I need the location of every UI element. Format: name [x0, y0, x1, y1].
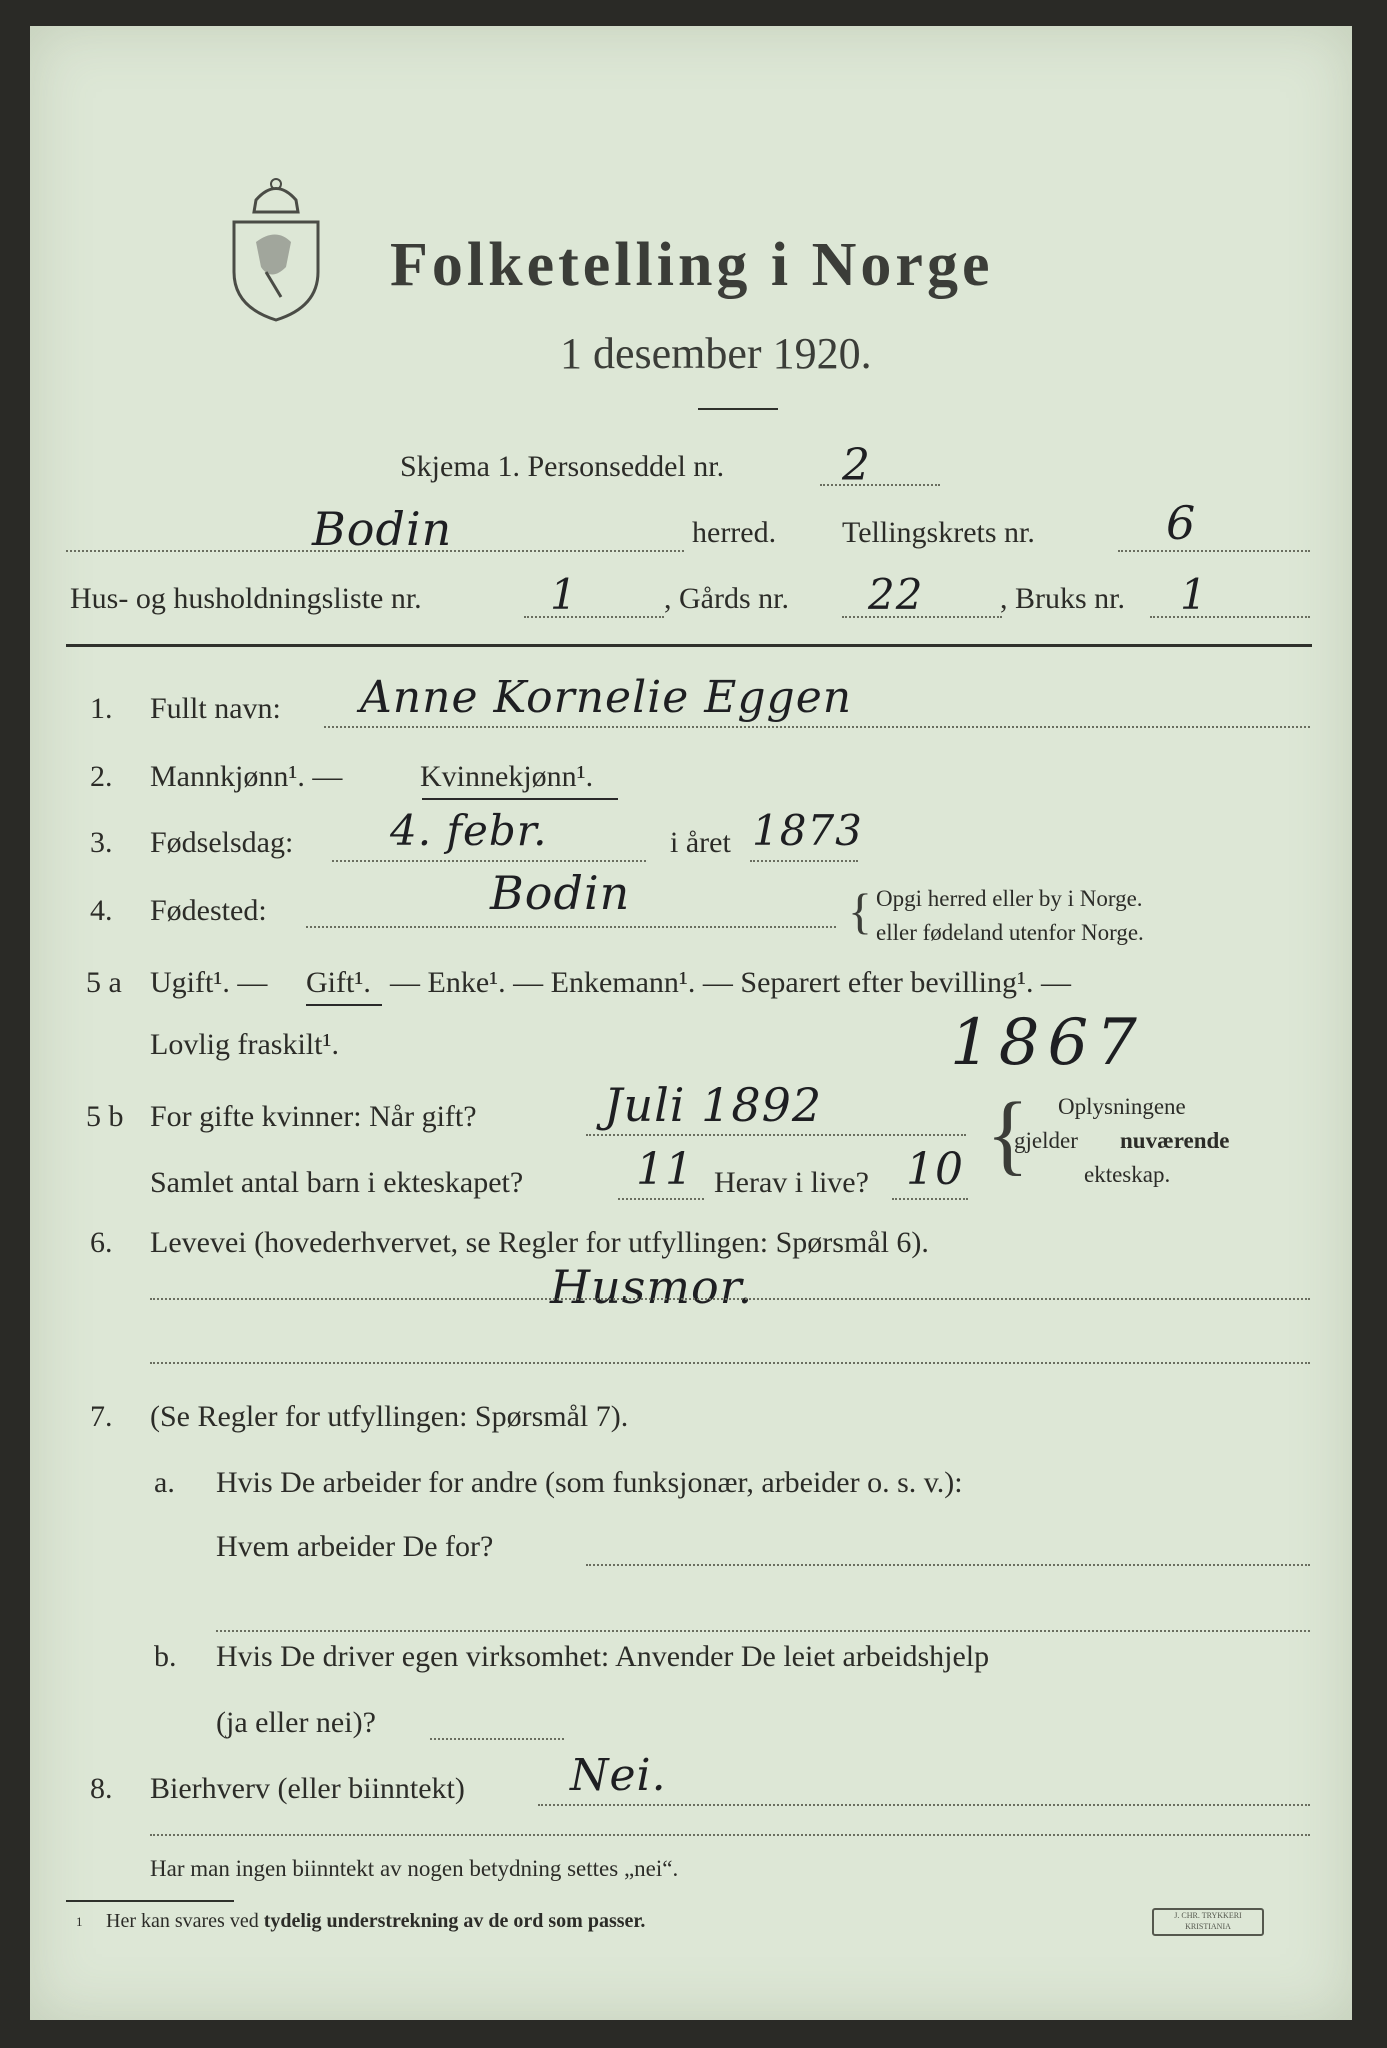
q7a-line2: Hvem arbeider De for?	[216, 1530, 494, 1563]
q1-value[interactable]: Anne Kornelie Eggen	[360, 672, 853, 723]
schema-label: Skjema 1. Personseddel nr.	[400, 450, 725, 483]
footer-note: Har man ingen biinntekt av nogen betydning settes „nei“.	[150, 1856, 679, 1881]
gards-value[interactable]: 22	[868, 570, 924, 619]
q3-line	[332, 860, 646, 862]
hus-value[interactable]: 1	[550, 570, 578, 619]
q7-label: (Se Regler for utfyllingen: Spørsmål 7).	[150, 1400, 629, 1433]
printer-stamp-text: J. CHR. TRYKKERI KRISTIANIA	[1174, 1911, 1242, 1931]
q5a-fraskilt-option[interactable]: Lovlig fraskilt¹.	[150, 1028, 339, 1061]
q1-line	[324, 726, 1310, 728]
herred-value[interactable]: Bodin	[312, 502, 453, 556]
krets-value[interactable]: 6	[1166, 496, 1197, 550]
q7a-answer-line2	[216, 1630, 1310, 1632]
q1-number: 1.	[90, 692, 113, 725]
q5b-note-line2a: gjelder	[1014, 1128, 1078, 1153]
printer-stamp	[1152, 1908, 1264, 1936]
q7b-line2: (ja eller nei)?	[216, 1706, 376, 1739]
q3-number: 3.	[90, 826, 113, 859]
q7a-answer-line1	[586, 1564, 1310, 1566]
q5b-alive-label: Herav i live?	[714, 1166, 869, 1199]
section-divider	[66, 644, 1312, 647]
q4-label: Fødested:	[150, 894, 267, 927]
title-divider	[698, 408, 778, 410]
footnote-bold: tydelig understrekning av de ord som passer.	[263, 1910, 646, 1932]
q5b-note-line1: Oplysningene	[1058, 1094, 1186, 1119]
krets-line	[1118, 550, 1310, 552]
q8-value[interactable]: Nei.	[570, 1750, 667, 1801]
q5b-married-line	[586, 1134, 966, 1136]
q6-line2	[150, 1362, 1310, 1364]
q3-year-label: i året	[670, 826, 731, 859]
q3-value[interactable]: 4. febr.	[390, 806, 548, 855]
q1-label: Fullt navn:	[150, 692, 281, 725]
herred-label: herred.	[692, 516, 777, 549]
q4-note-brace: {	[848, 883, 872, 939]
q6-value[interactable]: Husmor.	[550, 1260, 754, 1314]
q5a-number: 5 a	[86, 966, 122, 999]
footnote-prefix: Her kan svares ved	[106, 1910, 264, 1932]
q6-number: 6.	[90, 1226, 113, 1259]
q5a-ugift-option[interactable]: Ugift¹. —	[150, 966, 268, 999]
footnote-mark: 1	[76, 1914, 83, 1929]
q5a-gift-underline	[306, 1004, 382, 1006]
krets-label: Tellingskrets nr.	[842, 516, 1035, 549]
q5b-note-line2b: nuværende	[1120, 1128, 1230, 1153]
bruks-value[interactable]: 1	[1180, 570, 1208, 619]
bruks-line	[1150, 616, 1310, 618]
q2-female-option[interactable]: Kvinnekjønn¹.	[420, 760, 594, 793]
q5b-label: For gifte kvinner: Når gift?	[150, 1100, 477, 1133]
q4-note-line1: Opgi herred eller by i Norge.	[876, 886, 1143, 911]
q7a-line1: Hvis De arbeider for andre (som funksjonær, arbeider o. s. v.):	[216, 1466, 963, 1499]
q2-male-option[interactable]: Mannkjønn¹. —	[150, 760, 343, 793]
footnote-text	[106, 1910, 645, 1933]
q7-number: 7.	[90, 1400, 113, 1433]
q5b-note-line3: ekteskap.	[1084, 1162, 1171, 1187]
form-title: Folketelling i Norge	[390, 231, 994, 299]
q8-line	[538, 1804, 1310, 1806]
q5b-children-value[interactable]: 11	[636, 1144, 694, 1195]
q3-label: Fødselsdag:	[150, 826, 294, 859]
q5a-annotation: 1867	[950, 1006, 1145, 1080]
q5b-alive-value[interactable]: 10	[906, 1144, 964, 1195]
form-date: 1 desember 1920.	[560, 329, 872, 378]
q5b-note-brace: {	[986, 1085, 1030, 1184]
norway-coat-of-arms-icon	[226, 172, 326, 322]
q5b-children-line	[618, 1198, 704, 1200]
q4-number: 4.	[90, 894, 113, 927]
q5b-number: 5 b	[86, 1100, 124, 1133]
q5b-married-value[interactable]: Juli 1892	[604, 1078, 823, 1132]
q7b-letter: b.	[154, 1640, 177, 1673]
footer-divider	[150, 1834, 1310, 1836]
q7a-letter: a.	[154, 1466, 175, 1499]
q8-label: Bierhverv (eller biinntekt)	[150, 1772, 465, 1805]
census-form-page	[30, 26, 1352, 2020]
q5a-gift-option[interactable]: Gift¹.	[306, 966, 371, 999]
q5b-alive-line	[892, 1198, 968, 1200]
q7b-answer-line	[430, 1738, 564, 1740]
q8-number: 8.	[90, 1772, 113, 1805]
q4-line	[306, 926, 836, 928]
q4-note-line2: eller fødeland utenfor Norge.	[876, 920, 1144, 945]
q3-year-value[interactable]: 1873	[752, 806, 863, 855]
bruks-label: , Bruks nr.	[1000, 582, 1126, 615]
schema-value[interactable]: 2	[842, 440, 871, 491]
q4-value[interactable]: Bodin	[490, 866, 631, 920]
gards-label: , Gårds nr.	[664, 582, 789, 615]
q2-female-underline	[422, 798, 618, 800]
hus-line	[524, 616, 664, 618]
q6-label: Levevei (hovederhvervet, se Regler for utfyllingen: Spørsmål 6).	[150, 1226, 929, 1259]
q2-number: 2.	[90, 760, 113, 793]
hus-label: Hus- og husholdningsliste nr.	[70, 582, 422, 615]
q5b-children-label: Samlet antal barn i ekteskapet?	[150, 1166, 524, 1199]
q6-line1	[150, 1298, 1310, 1300]
q7b-line1: Hvis De driver egen virksomhet: Anvender De leiet arbeidshjelp	[216, 1640, 990, 1673]
schema-line	[820, 484, 940, 486]
q3-year-line	[750, 860, 858, 862]
q5a-other-options[interactable]: — Enke¹. — Enkemann¹. — Separert efter bevilling¹. —	[390, 966, 1071, 999]
footnote-rule	[66, 1900, 234, 1902]
